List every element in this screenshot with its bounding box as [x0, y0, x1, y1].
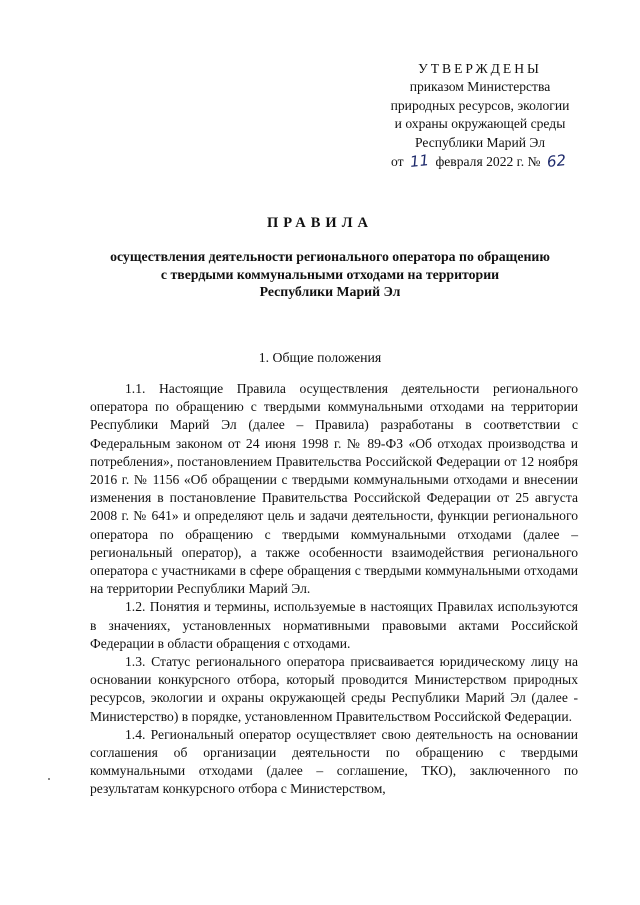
body-text	[90, 380, 578, 799]
approval-date-line	[370, 152, 590, 171]
document-title: ПРАВИЛА	[267, 215, 373, 231]
date-rest: февраля 2022 г. №	[435, 154, 541, 170]
handwritten-day: 11	[409, 151, 430, 171]
date-prefix: от	[390, 154, 404, 170]
paragraph: 1.1. Настоящие Правила осуществления деятельности регионального оператора по обращению с твердыми коммунальными отходами на территории Республики Марий Эл (далее – Правила) разработаны в соответствии с Федеральным законом от 24 июня 1998 г. № 89-ФЗ «Об отходах производства и потребления», постановлением Правительства Российской Федерации от 12 ноября 2016 г. № 1156 «Об обращении с твердыми коммунальными отходами и внесении изменения в постановление Правительства Российской Федерации от 25 августа 2008 г. № 641» и определяют цель и задачи деятельности, функции регионального оператора по обращению с твердыми коммунальными отходами (далее – региональный оператор), а также особенности взаимодействия регионального оператора с участниками в сфере обращения с твердыми коммунальными отходами на территории Республики Марий Эл.	[90, 381, 578, 597]
approval-line: и охраны окружающей среды	[394, 116, 566, 132]
approval-heading: УТВЕРЖДЕНЫ	[418, 61, 542, 76]
handwritten-number: 62	[545, 151, 567, 171]
document-subtitle	[80, 248, 580, 301]
subtitle-line: с твердыми коммунальными отходами на территории	[160, 266, 500, 282]
approval-line: Республики Марий Эл	[414, 134, 546, 150]
subtitle-line: Республики Марий Эл	[259, 284, 401, 299]
section-title: 1. Общие положения	[258, 350, 382, 365]
paragraph: 1.2. Понятия и термины, используемые в настоящих Правилах используются в значениях, установленных нормативными правовыми актами Российской Федерации в области обращения с отходами.	[90, 599, 578, 651]
approval-block	[370, 60, 590, 171]
paragraph: 1.3. Статус регионального оператора присваивается юридическому лицу на основании конкурсного отбора, который проводится Министерством природных ресурсов, экологии и охраны окружающей среды Республики Марий Эл (далее - Министерство) в порядке, установленном Правительством Российской Федерации.	[90, 654, 578, 724]
approval-line: приказом Министерства	[409, 79, 551, 95]
subtitle-line: осуществления деятельности регионального оператора по обращению	[110, 249, 550, 264]
scan-speck	[48, 778, 50, 780]
paragraph: 1.4. Региональный оператор осуществляет свою деятельность на основании соглашения об организации деятельности по обращению с твердыми коммунальными отходами (далее – соглашение, ТКО), заключенного по результатам конкурсного отбора с Министерством,	[90, 726, 578, 797]
approval-line: природных ресурсов, экологии	[390, 97, 570, 113]
